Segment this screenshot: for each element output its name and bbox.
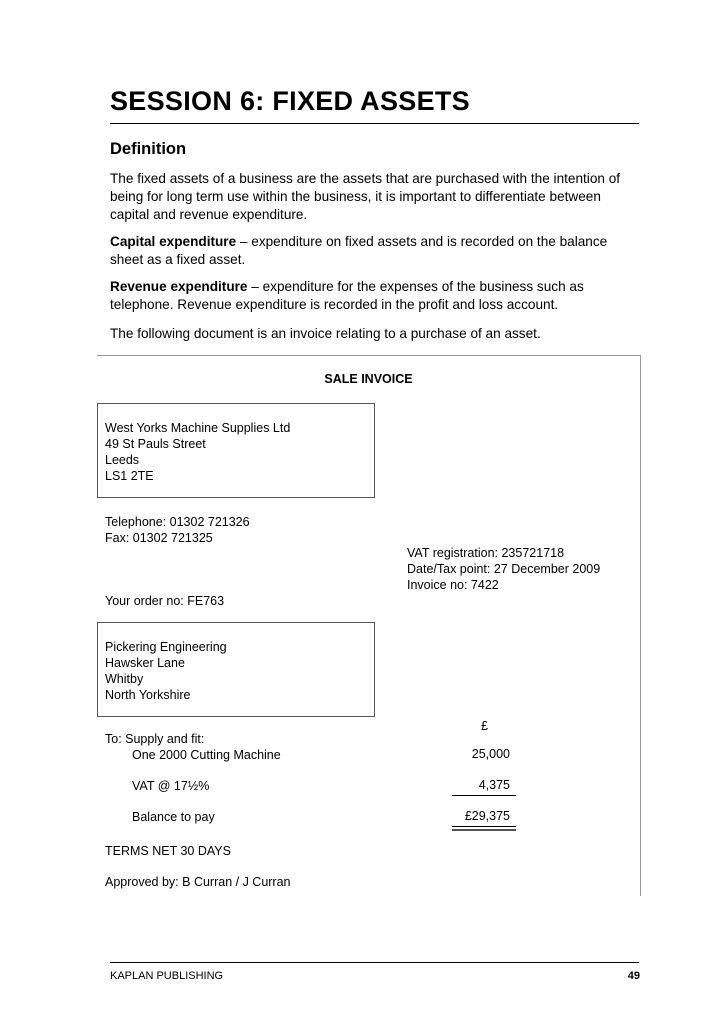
definition-paragraph: The fixed assets of a business are the assets that are purchased with the intention of being for long term use within the business, it is important to differentiate between capital and revenue expenditure.	[110, 171, 621, 222]
invoice-intro-paragraph: The following document is an invoice relating to a purchase of an asset.	[110, 326, 541, 341]
revenue-expenditure-text: – expenditure for the expenses of the business such as telephone. Revenue expenditure is recorded in the profit and loss account.	[110, 279, 584, 312]
supplier-name: West Yorks Machine Supplies Ltd	[105, 421, 291, 435]
supplier-fax: Fax: 01302 721325	[105, 531, 213, 545]
page-title: SESSION 6: FIXED ASSETS	[110, 86, 470, 116]
customer-county: North Yorkshire	[105, 688, 191, 702]
vat-underline	[452, 795, 516, 796]
revenue-expenditure-term: Revenue expenditure	[110, 279, 248, 294]
capital-expenditure-term: Capital expenditure	[110, 234, 237, 249]
customer-street: Hawsker Lane	[105, 656, 185, 670]
supplier-city: Leeds	[105, 453, 140, 467]
capital-expenditure-text: – expenditure on fixed assets and is recorded on the balance sheet as a fixed asset.	[110, 234, 608, 267]
invoice-title: SALE INVOICE	[324, 372, 413, 386]
definition-heading: Definition	[110, 140, 187, 158]
vat-label: VAT @ 17½%	[132, 779, 210, 793]
title-divider	[110, 123, 639, 124]
item-amount: 25,000	[471, 747, 510, 761]
supplier-address-box	[97, 403, 375, 498]
supply-label: To: Supply and fit:	[105, 732, 205, 746]
vat-registration: VAT registration: 235721718	[407, 546, 565, 560]
revenue-expenditure-paragraph	[110, 278, 640, 314]
page-number: 49	[627, 970, 640, 982]
vat-amount: 4,375	[478, 778, 510, 792]
capital-expenditure-paragraph	[110, 233, 640, 269]
item-description: One 2000 Cutting Machine	[132, 748, 281, 762]
balance-underline-1	[452, 826, 516, 827]
balance-underline-2	[452, 829, 516, 831]
order-number: Your order no: FE763	[105, 594, 225, 608]
supplier-telephone: Telephone: 01302 721326	[105, 515, 250, 529]
supplier-postcode: LS1 2TE	[105, 469, 154, 483]
tax-point-date: Date/Tax point: 27 December 2009	[407, 562, 601, 576]
publisher-name: KAPLAN PUBLISHING	[110, 970, 224, 982]
customer-town: Whitby	[105, 672, 144, 686]
approved-by: Approved by: B Curran / J Curran	[105, 875, 291, 889]
currency-symbol: £	[481, 719, 488, 733]
customer-address-box	[97, 622, 375, 717]
balance-amount: £29,375	[464, 809, 510, 823]
supplier-street: 49 St Pauls Street	[105, 437, 206, 451]
customer-name: Pickering Engineering	[105, 640, 227, 654]
footer-divider	[110, 962, 639, 963]
invoice-number: Invoice no: 7422	[407, 578, 499, 592]
balance-label: Balance to pay	[132, 810, 215, 824]
payment-terms: TERMS NET 30 DAYS	[105, 844, 231, 858]
